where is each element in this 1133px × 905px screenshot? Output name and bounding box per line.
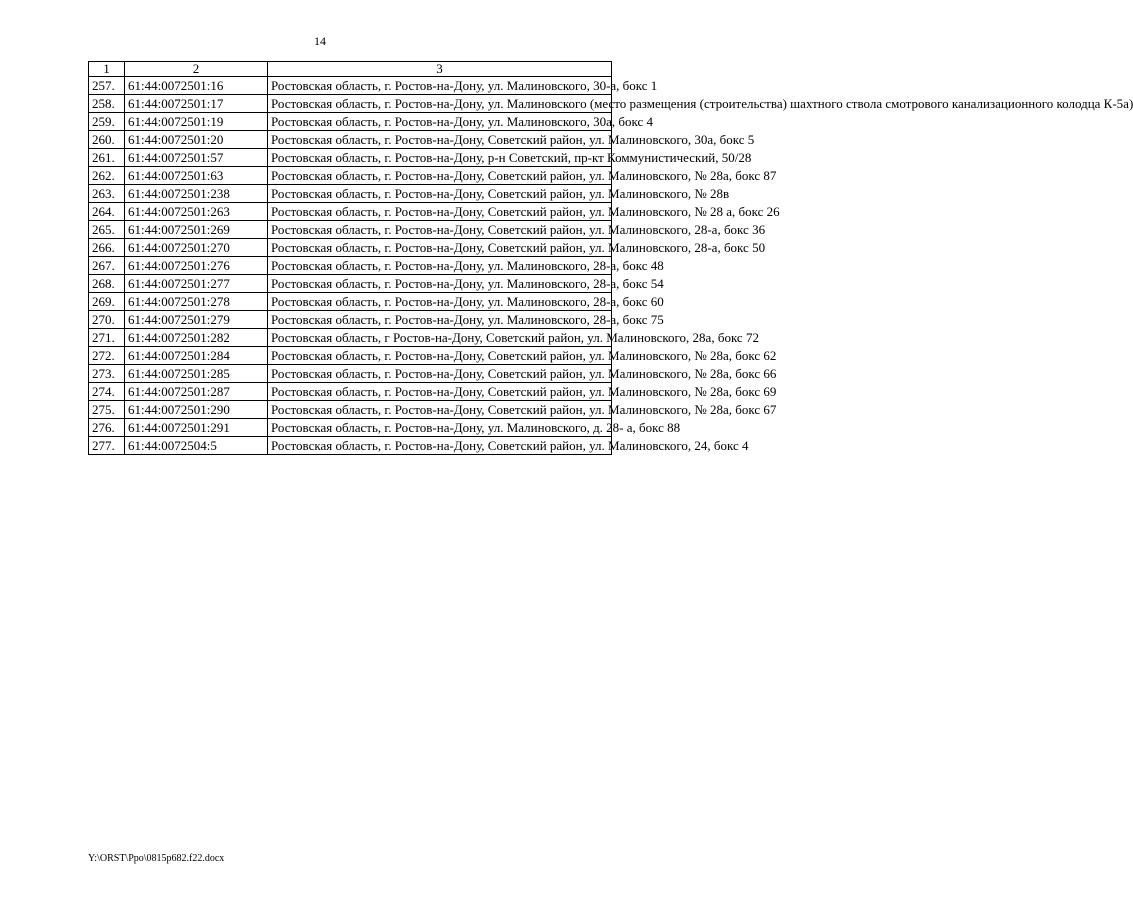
column-header-3: 3: [268, 62, 612, 77]
row-number-cell: 269.: [89, 293, 125, 311]
row-number-cell: 257.: [89, 77, 125, 95]
address-cell: Ростовская область, г. Ростов-на-Дону, ул. Малиновского, 30а, бокс 4: [268, 113, 612, 131]
row-number-cell: 275.: [89, 401, 125, 419]
cadastral-number-cell: 61:44:0072501:57: [125, 149, 268, 167]
cadastral-number-cell: 61:44:0072501:16: [125, 77, 268, 95]
column-header-1: 1: [89, 62, 125, 77]
table-row: [89, 113, 612, 131]
table-row: [89, 275, 612, 293]
row-number-cell: 274.: [89, 383, 125, 401]
row-number-cell: 262.: [89, 167, 125, 185]
address-cell: Ростовская область, г. Ростов-на-Дону, Советский район, ул. Малиновского, № 28а, бокс 69: [268, 383, 612, 401]
cadastral-number-cell: 61:44:0072501:278: [125, 293, 268, 311]
row-number-cell: 266.: [89, 239, 125, 257]
cadastral-number-cell: 61:44:0072501:17: [125, 95, 268, 113]
table-row: [89, 419, 612, 437]
address-cell: Ростовская область, г. Ростов-на-Дону, ул. Малиновского, 28-а, бокс 60: [268, 293, 612, 311]
table-row: [89, 167, 612, 185]
file-path-footer: Y:\ORST\Ppo\0815p682.f22.docx: [88, 853, 225, 864]
address-cell: Ростовская область, г. Ростов-на-Дону, Советский район, ул. Малиновского, № 28в: [268, 185, 612, 203]
table-row: [89, 311, 612, 329]
table-row: [89, 221, 612, 239]
table-row: [89, 257, 612, 275]
row-number-cell: 276.: [89, 419, 125, 437]
address-cell: Ростовская область, г. Ростов-на-Дону, Советский район, ул. Малиновского, № 28а, бокс 87: [268, 167, 612, 185]
address-cell: Ростовская область, г. Ростов-на-Дону, ул. Малиновского, 28-а, бокс 54: [268, 275, 612, 293]
address-cell: Ростовская область, г. Ростов-на-Дону, ул. Малиновского, 28-а, бокс 48: [268, 257, 612, 275]
cadastral-number-cell: 61:44:0072504:5: [125, 437, 268, 455]
address-cell: Ростовская область, г. Ростов-на-Дону, ул. Малиновского, 30-а, бокс 1: [268, 77, 612, 95]
table-row: [89, 185, 612, 203]
cadastral-number-cell: 61:44:0072501:285: [125, 365, 268, 383]
table-row: [89, 149, 612, 167]
cadastral-number-cell: 61:44:0072501:290: [125, 401, 268, 419]
table-row: [89, 203, 612, 221]
table-header-row: [89, 62, 612, 77]
address-cell: Ростовская область, г. Ростов-на-Дону, Советский район, ул. Малиновского, № 28а, бокс 67: [268, 401, 612, 419]
address-cell: Ростовская область, г. Ростов-на-Дону, Советский район, ул. Малиновского, № 28 а, бокс 26: [268, 203, 612, 221]
row-number-cell: 264.: [89, 203, 125, 221]
cadastral-number-cell: 61:44:0072501:263: [125, 203, 268, 221]
cadastral-number-cell: 61:44:0072501:287: [125, 383, 268, 401]
row-number-cell: 270.: [89, 311, 125, 329]
row-number-cell: 263.: [89, 185, 125, 203]
table-row: [89, 437, 612, 455]
column-header-2: 2: [125, 62, 268, 77]
row-number-cell: 260.: [89, 131, 125, 149]
row-number-cell: 267.: [89, 257, 125, 275]
cadastral-number-cell: 61:44:0072501:63: [125, 167, 268, 185]
table-row: [89, 329, 612, 347]
cadastral-table: [88, 61, 1133, 455]
table-row: [89, 365, 612, 383]
row-number-cell: 272.: [89, 347, 125, 365]
table-row: [89, 383, 612, 401]
cadastral-number-cell: 61:44:0072501:282: [125, 329, 268, 347]
row-number-cell: 273.: [89, 365, 125, 383]
table-row: [89, 131, 612, 149]
cadastral-number-cell: 61:44:0072501:279: [125, 311, 268, 329]
row-number-cell: 259.: [89, 113, 125, 131]
cadastral-number-cell: 61:44:0072501:19: [125, 113, 268, 131]
address-cell: Ростовская область, г. Ростов-на-Дону, ул. Малиновского, 28-а, бокс 75: [268, 311, 612, 329]
table-row: [89, 95, 612, 113]
row-number-cell: 277.: [89, 437, 125, 455]
address-cell: Ростовская область, г. Ростов-на-Дону, ул. Малиновского, д. 28- а, бокс 88: [268, 419, 612, 437]
address-cell: Ростовская область, г. Ростов-на-Дону, Советский район, ул. Малиновского, № 28а, бокс 62: [268, 347, 612, 365]
table-row: [89, 347, 612, 365]
row-number-cell: 268.: [89, 275, 125, 293]
table-row: [89, 293, 612, 311]
table-row: [89, 239, 612, 257]
cadastral-number-cell: 61:44:0072501:270: [125, 239, 268, 257]
address-cell: Ростовская область, г. Ростов-на-Дону, ул. Малиновского (место размещения (строительства) шахтного ствола смотрового канализационного колодца К-5а): [268, 95, 612, 113]
cadastral-number-cell: 61:44:0072501:276: [125, 257, 268, 275]
address-cell: Ростовская область, г. Ростов-на-Дону, Советский район, ул. Малиновского, 30а, бокс 5: [268, 131, 612, 149]
cadastral-number-cell: 61:44:0072501:284: [125, 347, 268, 365]
address-cell: Ростовская область, г. Ростов-на-Дону, Советский район, ул. Малиновского, № 28а, бокс 66: [268, 365, 612, 383]
row-number-cell: 271.: [89, 329, 125, 347]
table-row: [89, 77, 612, 95]
cadastral-number-cell: 61:44:0072501:277: [125, 275, 268, 293]
table-row: [89, 401, 612, 419]
row-number-cell: 265.: [89, 221, 125, 239]
address-cell: Ростовская область, г Ростов-на-Дону, Советский район, ул. Малиновского, 28а, бокс 72: [268, 329, 612, 347]
page-number: 14: [314, 34, 326, 48]
cadastral-number-cell: 61:44:0072501:291: [125, 419, 268, 437]
address-cell: Ростовская область, г. Ростов-на-Дону, Советский район, ул. Малиновского, 28-а, бокс 50: [268, 239, 612, 257]
row-number-cell: 258.: [89, 95, 125, 113]
cadastral-number-cell: 61:44:0072501:269: [125, 221, 268, 239]
address-cell: Ростовская область, г. Ростов-на-Дону, Советский район, ул. Малиновского, 28-а, бокс 36: [268, 221, 612, 239]
cadastral-number-cell: 61:44:0072501:20: [125, 131, 268, 149]
row-number-cell: 261.: [89, 149, 125, 167]
address-cell: Ростовская область, г. Ростов-на-Дону, р-н Советский, пр-кт Коммунистический, 50/28: [268, 149, 612, 167]
address-cell: Ростовская область, г. Ростов-на-Дону, Советский район, ул. Малиновского, 24, бокс 4: [268, 437, 612, 455]
cadastral-number-cell: 61:44:0072501:238: [125, 185, 268, 203]
